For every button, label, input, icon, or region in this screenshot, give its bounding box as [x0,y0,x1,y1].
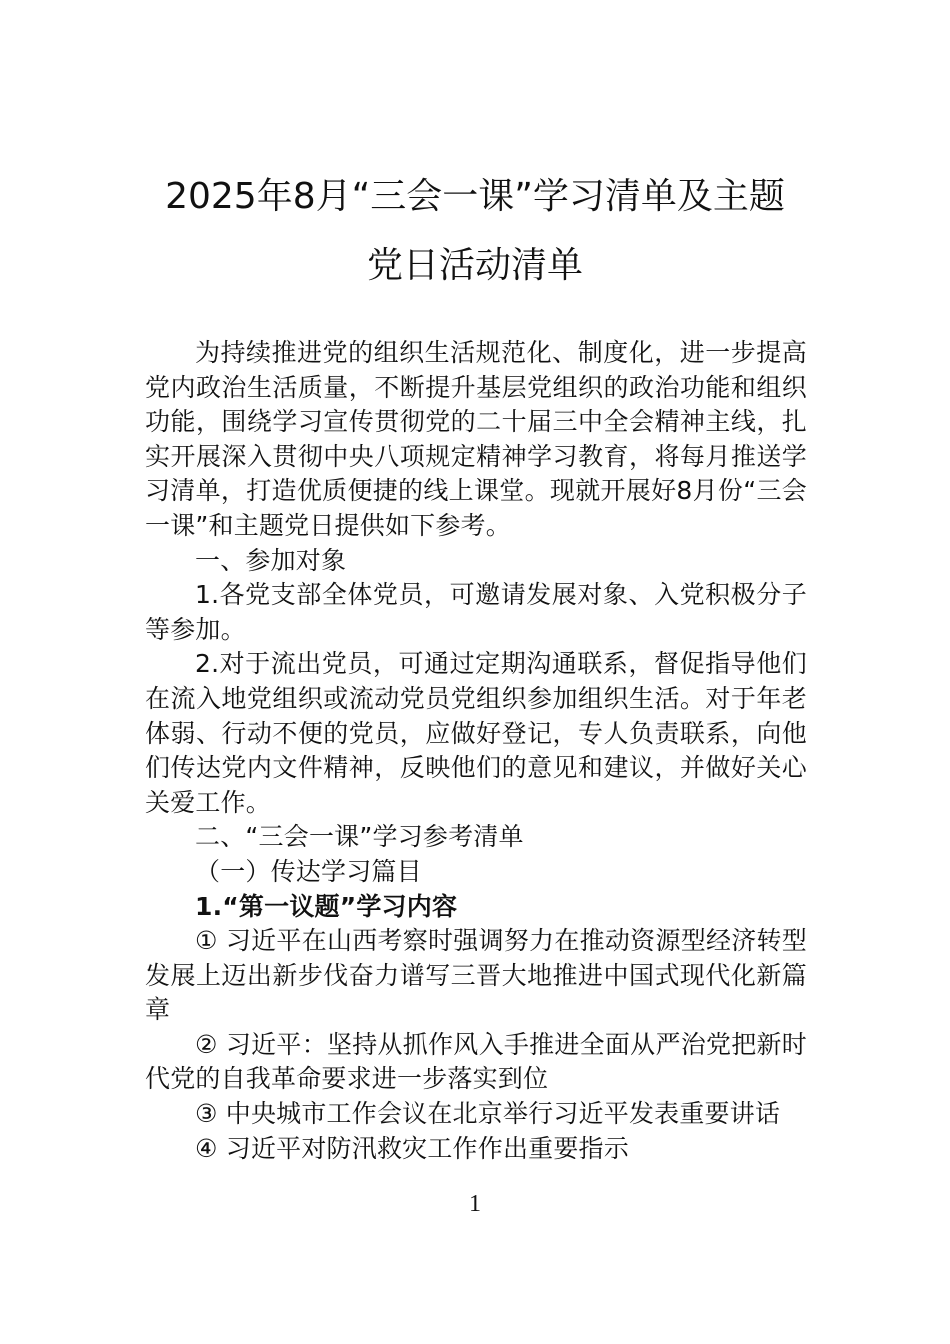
document-title-line-1: 2025年8月“三会一课”学习清单及主题 [165,176,785,217]
section-heading-study-list: 二、“三会一课”学习参考清单 [195,822,524,852]
reading-item-4: ④ 习近平对防汛救灾工作作出重要指示 [195,1133,629,1163]
subsection-heading-readings: （一）传达学习篇目 [195,856,422,886]
reading-item-1: ① 习近平在山西考察时强调努力在推动资源型经济转型发展上迈出新步伐奋力谱写三晋大地推进中国式现代化新篇章 [145,926,807,1025]
first-topic-heading: 1.“第一议题”学习内容 [195,891,458,921]
reading-item-2: ② 习近平：坚持从抓作风入手推进全面从严治党把新时代党的自我革命要求进一步落实到位 [145,1029,807,1094]
intro-paragraph: 为持续推进党的组织生活规范化、制度化，进一步提高党内政治生活质量，不断提升基层党组织的政治功能和组织功能，围绕学习宣传贯彻党的二十届三中全会精神主线，扎实开展深入贯彻中央八项规定精神学习教育，将每月推送学习清单，打造优质便捷的线上课堂。现就开展好8月份“三会一课”和主题党日提供如下参考。 [145,338,807,540]
participants-item-1: 1.各党支部全体党员，可邀请发展对象、入党积极分子等参加。 [145,580,807,644]
participants-item-2: 2.对于流出党员，可通过定期沟通联系，督促指导他们在流入地党组织或流动党员党组织参加组织生活。对于年老体弱、行动不便的党员，应做好登记，专人负责联系，向他们传达党内文件精神，反映他们的意见和建议，并做好关心关爱工作。 [145,649,807,817]
document-title-line-2: 党日活动清单 [366,245,583,286]
document-body [145,336,807,1166]
page-number: 1 [469,1191,481,1217]
section-heading-participants: 一、参加对象 [195,545,347,575]
reading-item-3: ③ 中央城市工作会议在北京举行习近平发表重要讲话 [195,1099,781,1129]
